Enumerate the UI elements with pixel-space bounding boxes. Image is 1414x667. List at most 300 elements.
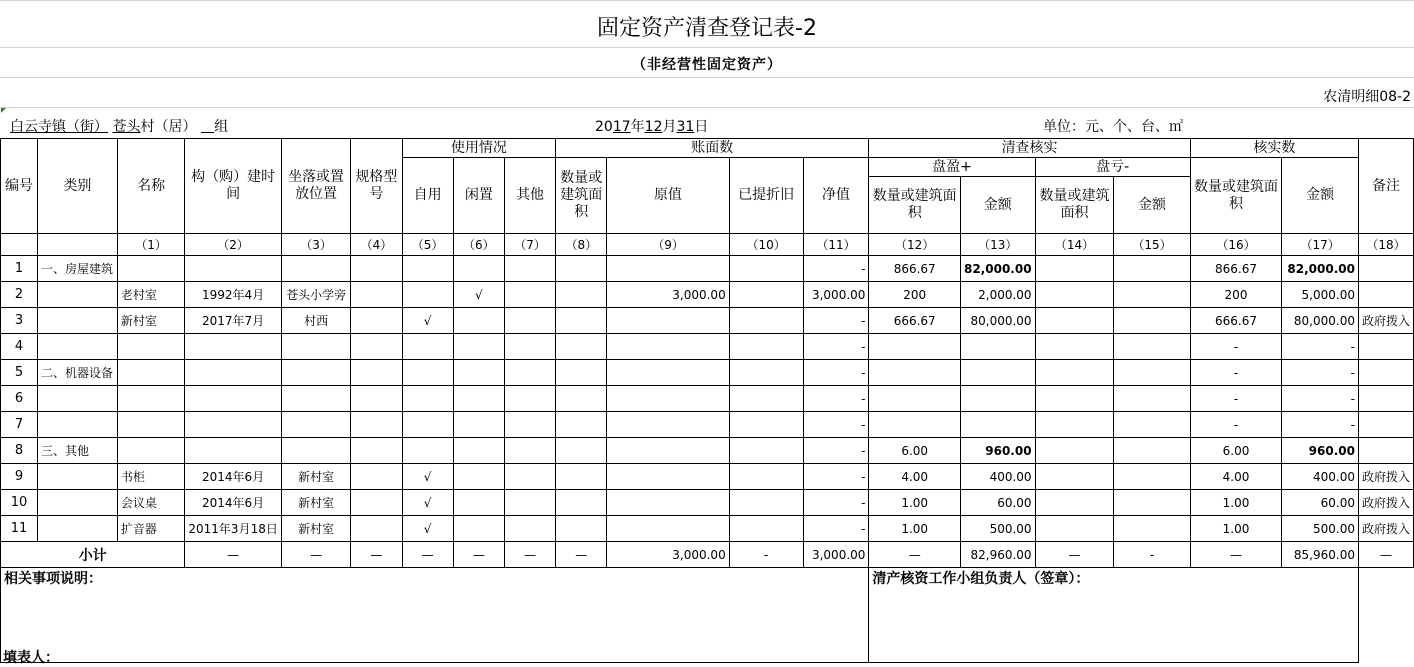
table-row [1, 334, 1414, 360]
cell-dqty [1035, 386, 1114, 412]
footer-row [1, 568, 1414, 663]
subtotal-damt: - [1114, 542, 1190, 568]
table-row [1, 438, 1414, 464]
cell-no: 9 [1, 464, 38, 490]
cell-dqty [1035, 308, 1114, 334]
colnum-9: （9） [607, 234, 729, 256]
cell-name: 会议桌 [117, 490, 185, 516]
cell-vqty: - [1190, 386, 1282, 412]
table-row [1, 386, 1414, 412]
header-deficit: 盘亏- [1035, 158, 1190, 177]
colnum-1: （1） [117, 234, 185, 256]
cell-name [117, 386, 185, 412]
cell-orig [607, 490, 729, 516]
cell-cat [38, 386, 118, 412]
cell-samt [960, 386, 1035, 412]
cell-sqty [869, 412, 961, 438]
cell-net: - [803, 438, 869, 464]
cell-damt [1114, 282, 1190, 308]
cell-bqty [556, 282, 607, 308]
cell-cat [38, 308, 118, 334]
header-net-value: 净值 [803, 158, 869, 234]
notes-label: 相关事项说明： [4, 571, 102, 587]
cell-spec [351, 334, 402, 360]
cell-idle [453, 256, 504, 282]
cell-bqty [556, 334, 607, 360]
header-qty-area: 数量或建筑面积 [556, 158, 607, 234]
cell-dep [729, 386, 803, 412]
cell-sqty: 1.00 [869, 516, 961, 542]
group-suffix: 组 [214, 119, 229, 135]
date-month-label: 月 [662, 119, 677, 135]
cell-name [117, 334, 185, 360]
cell-spec [351, 464, 402, 490]
header-depreciation: 已提折旧 [729, 158, 803, 234]
cell-loc: 苍头小学旁 [281, 282, 350, 308]
cell-vamt: 80,000.00 [1282, 308, 1359, 334]
cell-damt [1114, 464, 1190, 490]
cell-cat [38, 282, 118, 308]
cell-cat [38, 464, 118, 490]
header-usage: 使用情况 [402, 139, 556, 158]
location-info [10, 116, 228, 136]
cell-cat: 二、机器设备 [38, 360, 118, 386]
colnum-6: （6） [453, 234, 504, 256]
cell-self: √ [402, 308, 453, 334]
data-rows [1, 256, 1414, 542]
cell-vamt: 960.00 [1282, 438, 1359, 464]
cell-sqty: 666.67 [869, 308, 961, 334]
cell-sqty: 6.00 [869, 438, 961, 464]
cell-cat [38, 490, 118, 516]
subtitle-row [0, 48, 1414, 78]
cell-damt [1114, 386, 1190, 412]
cell-bqty [556, 438, 607, 464]
cell-remark: 政府拨入 [1358, 308, 1413, 334]
subtotal-dep: - [729, 542, 803, 568]
filler-label: 填表人： [3, 650, 59, 666]
cell-damt [1114, 438, 1190, 464]
header-idle: 闲置 [453, 158, 504, 234]
cell-loc [281, 360, 350, 386]
colnum-8: （8） [556, 234, 607, 256]
cell-cat [38, 516, 118, 542]
cell-spec [351, 256, 402, 282]
cell-vamt: - [1282, 360, 1359, 386]
colnum-17: （17） [1282, 234, 1359, 256]
cell-no: 1 [1, 256, 38, 282]
date-day: 31 [676, 119, 695, 135]
cell-vqty: 1.00 [1190, 490, 1282, 516]
cell-remark [1358, 334, 1413, 360]
village-name: 苍头 [112, 119, 141, 135]
leader-cell [869, 568, 1359, 663]
cell-other [504, 516, 555, 542]
cell-idle [453, 516, 504, 542]
header-build-time: 构（购）建时间 [185, 139, 281, 234]
cell-remark [1358, 282, 1413, 308]
cell-dep [729, 438, 803, 464]
cell-samt: 400.00 [960, 464, 1035, 490]
cell-time [185, 256, 281, 282]
cell-bqty [556, 490, 607, 516]
cell-sqty: 866.67 [869, 256, 961, 282]
cell-loc [281, 256, 350, 282]
cell-vqty: - [1190, 412, 1282, 438]
header-no: 编号 [1, 139, 38, 234]
register-table [0, 138, 1414, 663]
cell-time [185, 386, 281, 412]
subtotal-spec: — [351, 542, 402, 568]
colnum-16: （16） [1190, 234, 1282, 256]
table-row [1, 516, 1414, 542]
cell-vamt: 82,000.00 [1282, 256, 1359, 282]
cell-net: - [803, 386, 869, 412]
cell-vqty: 1.00 [1190, 516, 1282, 542]
cell-vamt: - [1282, 334, 1359, 360]
cell-time [185, 412, 281, 438]
cell-net: - [803, 360, 869, 386]
cell-damt [1114, 308, 1190, 334]
cell-spec [351, 386, 402, 412]
table-row [1, 308, 1414, 334]
cell-spec [351, 360, 402, 386]
cell-dqty [1035, 438, 1114, 464]
cell-damt [1114, 490, 1190, 516]
cell-orig [607, 360, 729, 386]
cell-self [402, 412, 453, 438]
header-location: 坐落或置放位置 [281, 139, 350, 234]
cell-net: - [803, 256, 869, 282]
date-year: 17 [612, 119, 631, 135]
cell-vamt: - [1282, 386, 1359, 412]
cell-idle [453, 360, 504, 386]
cell-time [185, 438, 281, 464]
cell-dep [729, 490, 803, 516]
cell-vamt: 60.00 [1282, 490, 1359, 516]
cell-loc: 村西 [281, 308, 350, 334]
cell-name [117, 256, 185, 282]
cell-idle: √ [453, 282, 504, 308]
cell-net: - [803, 490, 869, 516]
colnum-13: （13） [960, 234, 1035, 256]
table-row [1, 490, 1414, 516]
cell-sqty [869, 386, 961, 412]
cell-time [185, 334, 281, 360]
header-surplus-amt: 金额 [960, 177, 1035, 234]
cell-loc [281, 386, 350, 412]
cell-idle [453, 334, 504, 360]
cell-samt: 500.00 [960, 516, 1035, 542]
cell-vqty: 666.67 [1190, 308, 1282, 334]
subtotal-net: 3,000.00 [803, 542, 869, 568]
cell-orig [607, 256, 729, 282]
cell-other [504, 412, 555, 438]
cell-net: - [803, 308, 869, 334]
sheet-subtitle: （非经营性固定资产） [632, 57, 782, 73]
cell-loc [281, 412, 350, 438]
cell-dqty [1035, 412, 1114, 438]
leader-signature-label: 清产核资工作小组负责人（签章）： [872, 571, 1090, 587]
cell-cat [38, 412, 118, 438]
cell-dep [729, 334, 803, 360]
cell-samt [960, 412, 1035, 438]
colnum-12: （12） [869, 234, 961, 256]
cell-no: 7 [1, 412, 38, 438]
cell-no: 4 [1, 334, 38, 360]
cell-net: - [803, 334, 869, 360]
cell-other [504, 308, 555, 334]
cell-remark [1358, 412, 1413, 438]
cell-vamt: 500.00 [1282, 516, 1359, 542]
header-deficit-qty: 数量或建筑面积 [1035, 177, 1114, 234]
header-orig-value: 原值 [607, 158, 729, 234]
cell-net: - [803, 464, 869, 490]
cell-dep [729, 360, 803, 386]
subtotal-idle: — [453, 542, 504, 568]
cell-dep [729, 256, 803, 282]
cell-vamt: 400.00 [1282, 464, 1359, 490]
cell-sqty [869, 334, 961, 360]
cell-cat: 一、房屋建筑 [38, 256, 118, 282]
cell-name [117, 412, 185, 438]
header-other: 其他 [504, 158, 555, 234]
cell-samt: 60.00 [960, 490, 1035, 516]
subtotal-remark: — [1358, 542, 1413, 568]
cell-idle [453, 308, 504, 334]
date-prefix: 20 [595, 119, 613, 135]
subtotal-sqty: — [869, 542, 961, 568]
cell-other [504, 490, 555, 516]
cell-time: 2017年7月 [185, 308, 281, 334]
sheet-title: 固定资产清查登记表-2 [597, 16, 817, 41]
cell-spec [351, 412, 402, 438]
cell-orig [607, 464, 729, 490]
cell-loc: 新村室 [281, 516, 350, 542]
cell-bqty [556, 386, 607, 412]
cell-self [402, 282, 453, 308]
cell-other [504, 282, 555, 308]
column-number-row [1, 234, 1414, 256]
form-code-row [0, 78, 1414, 108]
cell-time: 1992年4月 [185, 282, 281, 308]
cell-bqty [556, 360, 607, 386]
cell-spec [351, 490, 402, 516]
cell-other [504, 438, 555, 464]
cell-other [504, 464, 555, 490]
cell-self [402, 386, 453, 412]
header-surplus-qty: 数量或建筑面积 [869, 177, 961, 234]
cell-samt [960, 360, 1035, 386]
cell-remark: 政府拨入 [1358, 490, 1413, 516]
cell-vamt: 5,000.00 [1282, 282, 1359, 308]
subtotal-vamt: 85,960.00 [1282, 542, 1359, 568]
colnum-14: （14） [1035, 234, 1114, 256]
cell-no: 5 [1, 360, 38, 386]
subtotal-bqty: — [556, 542, 607, 568]
colnum-blank-no [1, 234, 38, 256]
colnum-5: （5） [402, 234, 453, 256]
header-spec: 规格型号 [351, 139, 402, 234]
cell-net: - [803, 412, 869, 438]
cell-dqty [1035, 334, 1114, 360]
subtotal-other: — [504, 542, 555, 568]
cell-time [185, 360, 281, 386]
cell-orig: 3,000.00 [607, 282, 729, 308]
subtotal-loc: — [281, 542, 350, 568]
cell-bqty [556, 464, 607, 490]
cell-dqty [1035, 256, 1114, 282]
cell-name [117, 360, 185, 386]
cell-spec [351, 308, 402, 334]
cell-dqty [1035, 490, 1114, 516]
table-row [1, 256, 1414, 282]
village-suffix: 村（居） [140, 119, 197, 135]
header-remark: 备注 [1358, 139, 1413, 234]
header-self-use: 自用 [402, 158, 453, 234]
cell-no: 6 [1, 386, 38, 412]
cell-loc [281, 438, 350, 464]
table-row [1, 360, 1414, 386]
info-row [0, 108, 1414, 138]
cell-remark [1358, 386, 1413, 412]
cell-net: - [803, 516, 869, 542]
cell-orig [607, 412, 729, 438]
cell-self [402, 334, 453, 360]
colnum-18: （18） [1358, 234, 1413, 256]
cell-no: 10 [1, 490, 38, 516]
unit-label: 单位：元、个、台、㎡ [1043, 119, 1183, 135]
table-row [1, 282, 1414, 308]
cell-bqty [556, 256, 607, 282]
cell-loc [281, 334, 350, 360]
cell-no: 2 [1, 282, 38, 308]
cell-name: 老村室 [117, 282, 185, 308]
subtotal-self: — [402, 542, 453, 568]
cell-other [504, 386, 555, 412]
cell-self: √ [402, 464, 453, 490]
colnum-blank-cat [38, 234, 118, 256]
subtotal-row [1, 542, 1414, 568]
cell-samt: 82,000.00 [960, 256, 1035, 282]
cell-vqty: 866.67 [1190, 256, 1282, 282]
header-book: 账面数 [556, 139, 869, 158]
header-check: 清查核实 [869, 139, 1190, 158]
subtotal-vqty: — [1190, 542, 1282, 568]
cell-dep [729, 412, 803, 438]
colnum-15: （15） [1114, 234, 1190, 256]
cell-no: 8 [1, 438, 38, 464]
cell-vqty: 6.00 [1190, 438, 1282, 464]
cell-time: 2014年6月 [185, 464, 281, 490]
cell-samt: 2,000.00 [960, 282, 1035, 308]
cell-name: 扩音器 [117, 516, 185, 542]
cell-loc: 新村室 [281, 464, 350, 490]
header-verified-amt: 金额 [1282, 158, 1359, 234]
cell-name: 新村室 [117, 308, 185, 334]
header-surplus: 盘盈+ [869, 158, 1035, 177]
date-year-label: 年 [630, 119, 645, 135]
cell-idle [453, 464, 504, 490]
cell-loc: 新村室 [281, 490, 350, 516]
cell-other [504, 256, 555, 282]
cell-spec [351, 516, 402, 542]
cell-sqty: 4.00 [869, 464, 961, 490]
subtotal-samt: 82,960.00 [960, 542, 1035, 568]
date-info [595, 116, 708, 136]
cell-orig [607, 516, 729, 542]
cell-remark: 政府拨入 [1358, 464, 1413, 490]
cell-idle [453, 490, 504, 516]
cell-cat [38, 334, 118, 360]
cell-remark: 政府拨入 [1358, 516, 1413, 542]
cell-damt [1114, 412, 1190, 438]
subtotal-label: 小计 [1, 542, 185, 568]
cell-vqty: 200 [1190, 282, 1282, 308]
table-row [1, 464, 1414, 490]
cell-dep [729, 282, 803, 308]
cell-dep [729, 308, 803, 334]
cell-self [402, 256, 453, 282]
form-code: 农清明细08-2 [1323, 89, 1411, 105]
cell-dep [729, 516, 803, 542]
cell-sqty: 200 [869, 282, 961, 308]
colnum-4: （4） [351, 234, 402, 256]
cell-self: √ [402, 490, 453, 516]
cell-name [117, 438, 185, 464]
cell-dqty [1035, 464, 1114, 490]
title-row [0, 0, 1414, 48]
cell-remark [1358, 256, 1413, 282]
cell-no: 3 [1, 308, 38, 334]
cell-idle [453, 386, 504, 412]
cell-time: 2011年3月18日 [185, 516, 281, 542]
cell-other [504, 360, 555, 386]
header-name: 名称 [117, 139, 185, 234]
cell-dqty [1035, 516, 1114, 542]
cell-dqty [1035, 360, 1114, 386]
cell-bqty [556, 412, 607, 438]
cell-samt: 80,000.00 [960, 308, 1035, 334]
cell-spec [351, 438, 402, 464]
cell-other [504, 334, 555, 360]
cell-self [402, 360, 453, 386]
town-name: 白云寺镇（街） [10, 119, 108, 135]
header-verified: 核实数 [1190, 139, 1358, 158]
colnum-2: （2） [185, 234, 281, 256]
cell-comment-marker [1, 108, 6, 113]
cell-spec [351, 282, 402, 308]
cell-cat: 三、其他 [38, 438, 118, 464]
group-blank [201, 119, 214, 135]
cell-net: 3,000.00 [803, 282, 869, 308]
subtotal-dqty: — [1035, 542, 1114, 568]
cell-bqty [556, 308, 607, 334]
cell-damt [1114, 256, 1190, 282]
colnum-10: （10） [729, 234, 803, 256]
cell-damt [1114, 334, 1190, 360]
cell-samt [960, 334, 1035, 360]
subtotal-time: — [185, 542, 281, 568]
header-deficit-amt: 金额 [1114, 177, 1190, 234]
cell-orig [607, 308, 729, 334]
cell-time: 2014年6月 [185, 490, 281, 516]
cell-dqty [1035, 282, 1114, 308]
cell-no: 11 [1, 516, 38, 542]
date-day-label: 日 [694, 119, 709, 135]
cell-bqty [556, 516, 607, 542]
cell-idle [453, 412, 504, 438]
